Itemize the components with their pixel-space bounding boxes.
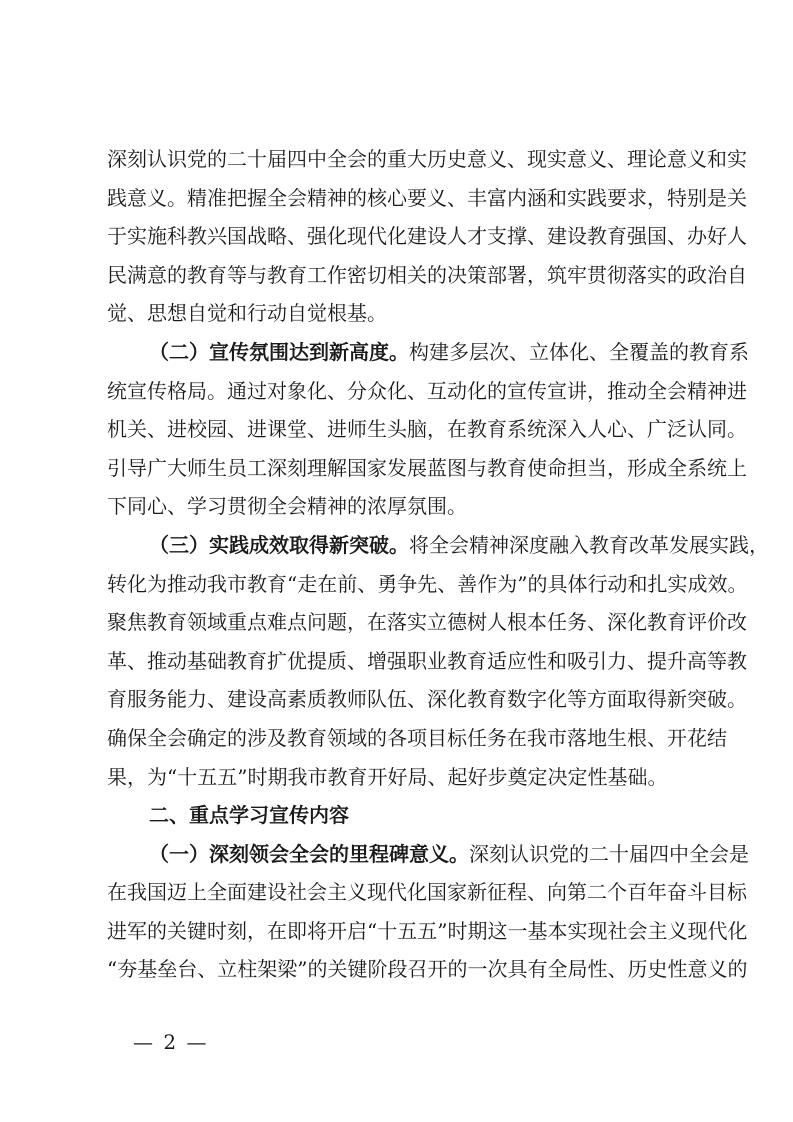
paragraph-practice-results (107, 526, 769, 796)
text-line: 革、推动基础教育扩优提质、增强职业教育适应性和吸引力、提升高等教 (107, 648, 747, 673)
text-line: 果，为“十五五”时期我市教育开好局、起好步奠定决定性基础。 (107, 764, 668, 789)
text-line (107, 835, 749, 874)
paragraph-lead: （三）实践成效取得新突破。 (149, 532, 409, 557)
text-line: 下同心、学习贯彻全会精神的浓厚氛围。 (107, 494, 467, 519)
text-line: 转化为推动我市教育“走在前、勇争先、善作为”的具体行动和扎实成效。 (107, 571, 748, 596)
paragraph-milestone-significance (107, 835, 749, 989)
text-line: 觉、思想自觉和行动自觉根基。 (107, 301, 387, 326)
text-line: 进军的关键时刻，在即将开启“十五五”时期这一基本实现社会主义现代化 (107, 918, 748, 943)
text-line: 确保全会确定的涉及教育领域的各项目标任务在我市落地生根、开花结 (107, 725, 727, 750)
paragraph-propaganda-atmosphere (107, 333, 749, 526)
text-line: 引导广大师生员工深刻理解国家发展蓝图与教育使命担当，形成全系统上 (107, 455, 747, 480)
paragraph-lead: （一）深刻领会全会的里程碑意义。 (149, 841, 469, 866)
document-body (107, 140, 769, 989)
text-line: 民满意的教育等与教育工作密切相关的决策部署，筑牢贯彻落实的政治自 (107, 262, 747, 287)
page-number: — 2 — (133, 1030, 209, 1054)
text-run: 将全会精神深度融入教育改革发展实践， (409, 532, 769, 557)
text-line: 践意义。精准把握全会精神的核心要义、丰富内涵和实践要求，特别是关 (107, 185, 747, 210)
text-line (107, 333, 749, 372)
paragraph-lead: （二）宣传氛围达到新高度。 (149, 339, 409, 364)
section-heading: 二、重点学习宣传内容 (149, 803, 349, 828)
text-line: 育服务能力、建设高素质教师队伍、深化教育数字化等方面取得新突破。 (107, 687, 747, 712)
text-line: 在我国迈上全面建设社会主义现代化国家新征程、向第二个百年奋斗目标 (107, 880, 747, 905)
text-line: 于实施科教兴国战略、强化现代化建设人才支撑、建设教育强国、办好人 (107, 224, 747, 249)
text-line: 聚焦教育领域重点难点问题，在落实立德树人根本任务、深化教育评价改 (107, 610, 747, 635)
text-line: 深刻认识党的二十届四中全会的重大历史意义、现实意义、理论意义和实 (107, 147, 747, 171)
text-line: “夯基垒台、立柱架梁”的关键阶段召开的一次具有全局性、历史性意义的 (107, 957, 748, 982)
text-run: 构建多层次、立体化、全覆盖的教育系 (409, 339, 749, 364)
text-line (107, 526, 769, 565)
text-run: 深刻认识党的二十届四中全会是 (469, 841, 749, 866)
paragraph-continuation (107, 140, 747, 333)
text-line: 机关、进校园、进课堂、进师生头脑，在教育系统深入人心、广泛认同。 (107, 417, 747, 442)
text-line: 统宣传格局。通过对象化、分众化、互动化的宣传宣讲，推动全会精神进 (107, 378, 747, 403)
